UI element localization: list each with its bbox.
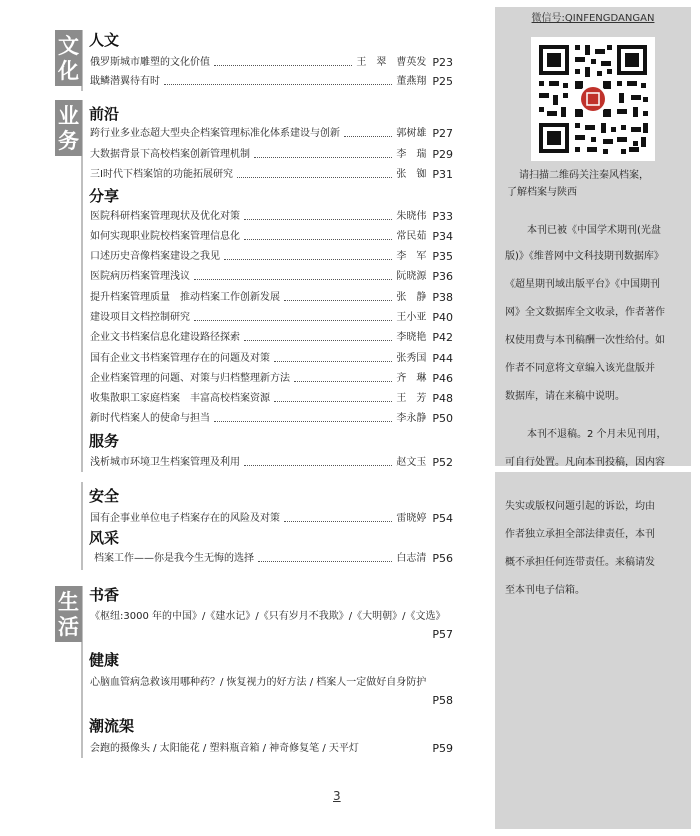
entry-page: P56 — [432, 552, 453, 565]
entry-author: 王 翠 曹英发 — [356, 57, 427, 68]
section-title-qianyan: 前沿 — [89, 105, 120, 123]
toc-entry[interactable] — [90, 511, 453, 525]
toc-entry[interactable] — [90, 455, 453, 469]
entry-author: 王小亚 — [396, 312, 427, 323]
entry-page: P36 — [432, 270, 453, 283]
entry-author: 李永静 — [396, 413, 427, 424]
dot-leader — [244, 465, 392, 466]
entry-page: P35 — [432, 250, 453, 263]
entry-page: P23 — [432, 56, 453, 69]
entry-title: 收集散职工家庭档案 丰富高校档案资源 — [90, 393, 270, 404]
dot-leader — [274, 401, 392, 402]
entry-title: 医院科研档案管理现状及优化对策 — [90, 211, 240, 222]
entry-author: 阮晓源 — [396, 271, 427, 282]
toc-entry[interactable] — [90, 249, 453, 263]
notice-line: 失实或版权问题引起的诉讼，均由 — [505, 501, 655, 512]
dot-leader — [284, 521, 392, 522]
section-title-renwen: 人文 — [89, 31, 120, 49]
notice-line: 网》全文数据库全文收录，作者著作 — [505, 307, 665, 318]
notice-line: 《超星期刊域出版平台》《中国期刊 — [505, 279, 660, 290]
dot-leader — [274, 361, 392, 362]
entry-author: 李晓艳 — [396, 332, 427, 343]
category-char: 文 — [58, 32, 79, 58]
qr-caption-line-1: 请扫描二维码关注秦风档案， — [519, 170, 649, 181]
entry-author: 白志清 — [396, 553, 427, 564]
entry-page: P38 — [432, 291, 453, 304]
entry-page: P50 — [432, 412, 453, 425]
entry-author: 张秀国 — [396, 353, 427, 364]
toc-entry[interactable] — [90, 411, 453, 425]
entry-author: 常民茹 — [396, 231, 427, 242]
entry-page: P46 — [432, 372, 453, 385]
category-char: 活 — [58, 614, 79, 640]
entry-title: 国有企业文书档案管理存在的问题及对策 — [90, 353, 270, 364]
entry-author: 朱晓伟 — [396, 211, 427, 222]
dot-leader — [237, 177, 392, 178]
toc-line[interactable]: 心脑血管病急救该用哪种药？/ 恢复视力的好方法 / 档案人一定做好自身防护 — [90, 677, 427, 688]
notice-line: 可自行处置。凡向本刊投稿，因内容 — [505, 457, 665, 468]
entry-page: P40 — [432, 311, 453, 324]
qr-code[interactable] — [531, 37, 655, 161]
seal-logo-icon — [581, 87, 605, 111]
toc-entry[interactable] — [90, 351, 453, 365]
entry-author: 张 静 — [396, 292, 427, 303]
category-char: 化 — [58, 58, 79, 84]
entry-author: 张 铷 — [396, 169, 427, 180]
dot-leader — [214, 421, 392, 422]
page-number: 3 — [333, 789, 341, 803]
entry-title: 国有企事业单位电子档案存在的风险及对策 — [90, 513, 280, 524]
entry-title: 如何实现职业院校档案管理信息化 — [90, 231, 240, 242]
toc-entry[interactable] — [90, 269, 453, 283]
toc-entry[interactable] — [90, 310, 453, 324]
entry-title: 企业档案管理的问题、对策与归档整理新方法 — [90, 373, 290, 384]
dot-leader — [284, 300, 392, 301]
entry-author: 李 军 — [396, 251, 427, 262]
toc-entry[interactable] — [90, 229, 453, 243]
entry-title: 提升档案管理质量 推动档案工作创新发展 — [90, 292, 280, 303]
entry-page: P52 — [432, 456, 453, 469]
toc-entry[interactable] — [90, 391, 453, 405]
divider-line-security — [81, 482, 83, 570]
section-title-fengcai: 风采 — [89, 529, 120, 547]
dot-leader — [244, 239, 392, 240]
notice-line: 作者独立承担全部法律责任，本刊 — [505, 529, 655, 540]
section-title-chaoliujia: 潮流架 — [89, 717, 135, 735]
toc-entry[interactable] — [94, 551, 453, 565]
entry-page: P42 — [432, 331, 453, 344]
dot-leader — [244, 340, 392, 341]
dot-leader — [164, 84, 392, 85]
section-title-fuwu: 服务 — [89, 432, 120, 450]
toc-entry[interactable] — [90, 55, 453, 69]
toc-entry[interactable] — [90, 330, 453, 344]
dot-leader — [224, 259, 392, 260]
notice-line: 概不承担任何连带责任。来稿请发 — [505, 557, 655, 568]
toc-entry[interactable] — [90, 126, 453, 140]
entry-page: P31 — [432, 168, 453, 181]
notice-line: 本刊不退稿。2 个月未见刊用， — [527, 429, 667, 440]
dot-leader — [214, 65, 352, 66]
entry-author: 齐 琳 — [396, 373, 427, 384]
section-title-fenxiang: 分享 — [89, 187, 120, 205]
category-culture — [55, 30, 82, 86]
dot-leader — [254, 157, 392, 158]
entry-author: 李 瑞 — [396, 149, 427, 160]
entry-title: 俄罗斯城市雕塑的文化价值 — [90, 57, 210, 68]
entry-title: 戢鳞潜翼待有时 — [90, 76, 160, 87]
entry-author: 董燕翔 — [396, 76, 427, 87]
dot-leader — [194, 320, 392, 321]
category-char: 生 — [58, 588, 79, 614]
toc-entry[interactable] — [90, 290, 453, 304]
entry-page: P59 — [432, 742, 453, 755]
entry-page: P33 — [432, 210, 453, 223]
category-business — [55, 100, 82, 156]
entry-page: P54 — [432, 512, 453, 525]
notice-line: 权使用费与本刊稿酬一次性给付。如 — [505, 335, 665, 346]
section-title-anquan: 安全 — [89, 487, 120, 505]
section-title-jiankang: 健康 — [89, 651, 120, 669]
entry-title: 口述历史音像档案建设之我见 — [90, 251, 220, 262]
toc-entry[interactable] — [90, 147, 453, 161]
qr-code-image — [531, 37, 655, 161]
entry-page: P57 — [432, 628, 453, 641]
toc-entry[interactable] — [90, 167, 453, 181]
dot-leader — [244, 219, 392, 220]
entry-author: 雷晓婷 — [396, 513, 427, 524]
entry-title: 三I时代下档案馆的功能拓展研究 — [90, 169, 233, 180]
toc-line[interactable]: 会跑的摄像头 / 太阳能花 / 塑料瓶音箱 / 神奇修复笔 / 天平灯 — [90, 743, 359, 754]
entry-title: 医院病历档案管理浅议 — [90, 271, 190, 282]
entry-title: 建设项目文档控制研究 — [90, 312, 190, 323]
entry-author: 王 芳 — [396, 393, 427, 404]
notice-line: 作者不同意将文章编入该光盘版并 — [505, 363, 655, 374]
entry-page: P58 — [432, 694, 453, 707]
entry-page: P27 — [432, 127, 453, 140]
entry-title: 大数据背景下高校档案创新管理机制 — [90, 149, 250, 160]
entry-title: 企业文书档案信息化建设路径探索 — [90, 332, 240, 343]
category-char: 务 — [58, 128, 79, 154]
entry-title: 档案工作——你是我今生无悔的选择 — [94, 553, 254, 564]
dot-leader — [194, 279, 392, 280]
entry-page: P48 — [432, 392, 453, 405]
entry-title: 跨行业多业态超大型央企档案管理标准化体系建设与创新 — [90, 128, 340, 139]
category-life — [55, 586, 82, 642]
section-title-shuxiang: 书香 — [89, 586, 120, 604]
entry-page: P25 — [432, 75, 453, 88]
entry-title: 浅析城市环境卫生档案管理及利用 — [90, 457, 240, 468]
entry-page: P29 — [432, 148, 453, 161]
category-char: 业 — [58, 102, 79, 128]
wechat-id-label: 微信号:QINFENGDANGAN — [531, 13, 655, 24]
notice-line: 本刊已被《中国学术期刊(光盘 — [527, 225, 661, 236]
dot-leader — [294, 381, 392, 382]
toc-line[interactable]: 《枢纽:3000 年的中国》/《建水记》/《只有岁月不我欺》/《大明朝》/《文选》 — [90, 611, 446, 622]
toc-entry[interactable] — [90, 371, 453, 385]
qr-caption-line-2: 了解档案与陕西 — [507, 187, 577, 198]
toc-entry[interactable] — [90, 209, 453, 223]
entry-page: P34 — [432, 230, 453, 243]
entry-author: 郭树雄 — [396, 128, 427, 139]
entry-title: 新时代档案人的使命与担当 — [90, 413, 210, 424]
toc-entry[interactable] — [90, 74, 453, 88]
entry-page: P44 — [432, 352, 453, 365]
dot-leader — [344, 136, 392, 137]
notice-line: 数据库，请在来稿中说明。 — [505, 391, 625, 402]
notice-line: 至本刊电子信箱。 — [505, 585, 585, 596]
notice-line: 版)》《维普网中文科技期刊数据库》 — [505, 251, 664, 262]
entry-author: 赵文玉 — [396, 457, 427, 468]
dot-leader — [258, 561, 392, 562]
